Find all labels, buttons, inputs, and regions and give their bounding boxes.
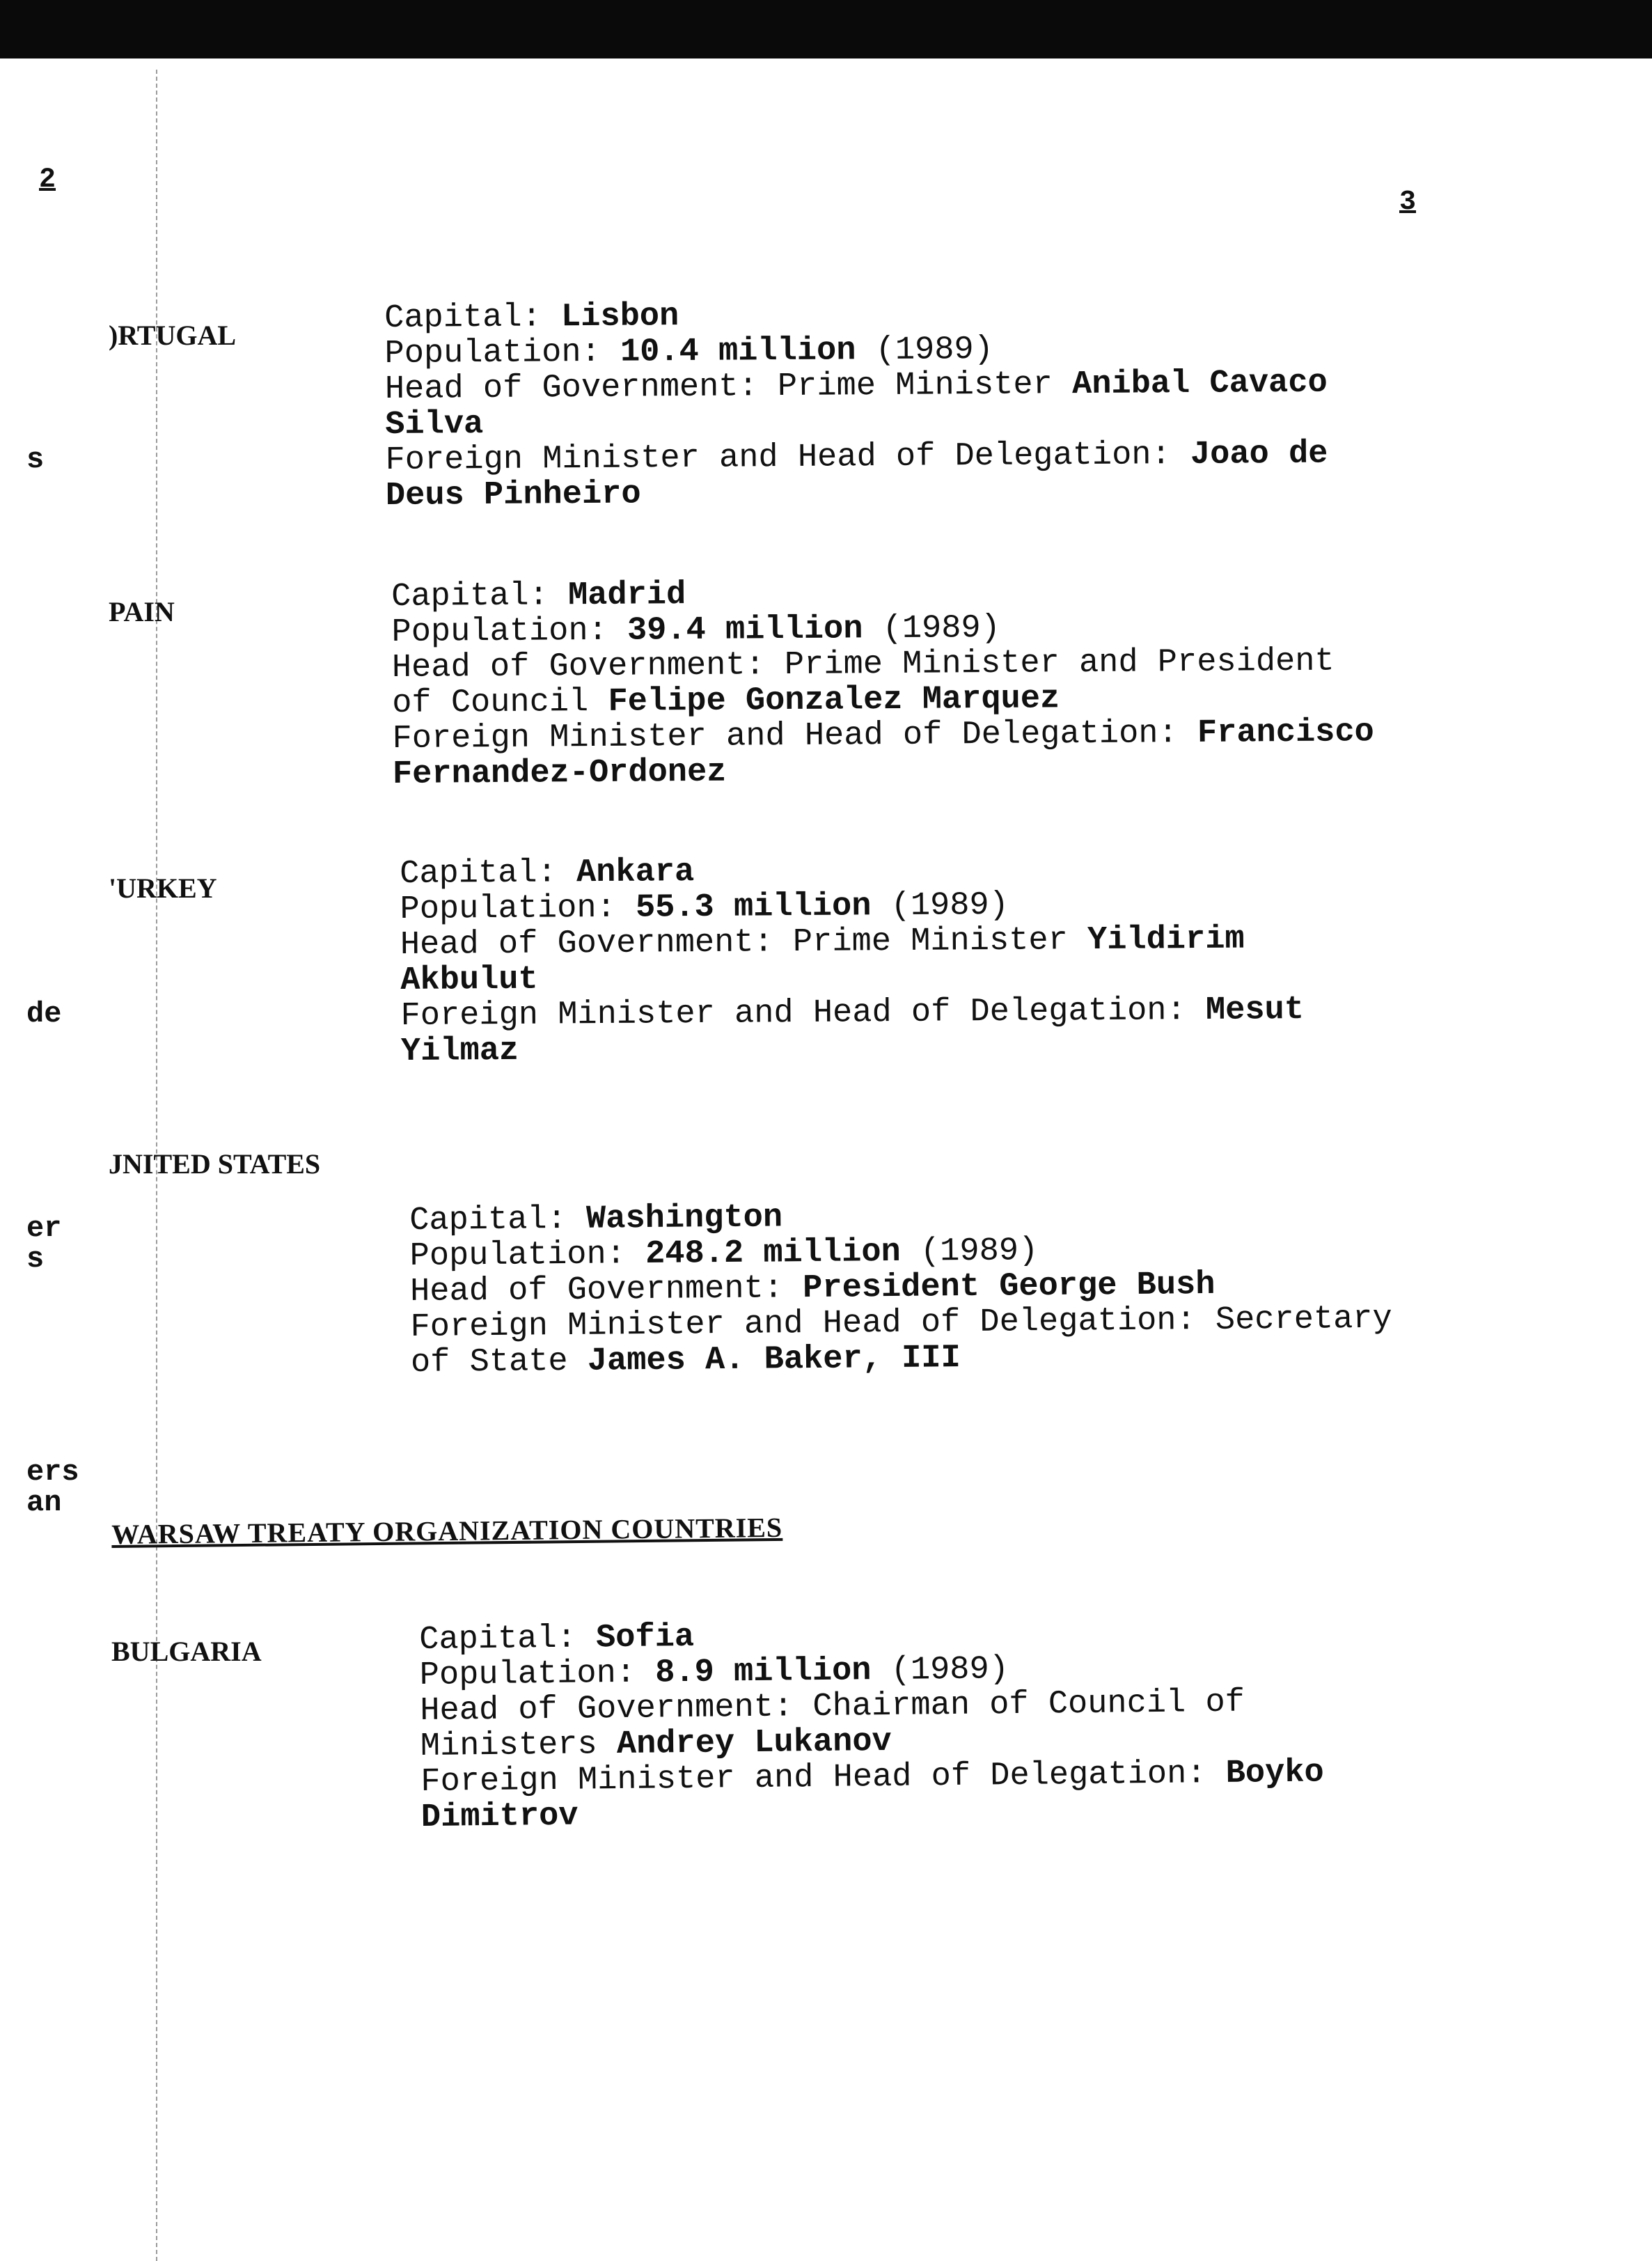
head-of-government-line: Ministers Andrey Lukanov (420, 1723, 892, 1765)
head-of-government-line: Head of Government: Prime Minister Yildirim (400, 921, 1245, 964)
country-label: )RTUGAL (109, 320, 237, 351)
population-line: Population: 39.4 million (1989) (391, 609, 1001, 651)
foreign-minister-name: Dimitrov (420, 1797, 579, 1836)
capital-line: Capital: Madrid (391, 577, 686, 616)
country-entry (384, 293, 1472, 514)
foreign-minister-line: Foreign Minister and Head of Delegation: Joao de (385, 435, 1328, 479)
head-of-government-line: Head of Government: President George Bush (409, 1266, 1216, 1311)
country-entry (400, 849, 1487, 1070)
scan-top-border (0, 0, 1652, 58)
foreign-minister-name: Deus Pinheiro (385, 476, 641, 515)
foreign-minister-line: Foreign Minister and Head of Delegation: Secretary (410, 1300, 1392, 1346)
margin-fragment: s (26, 443, 45, 476)
foreign-minister-line: Foreign Minister and Head of Delegation: Francisco (392, 714, 1374, 758)
foreign-minister-line: Foreign Minister and Head of Delegation: Mesut (400, 991, 1305, 1035)
margin-fragment: s (26, 1242, 45, 1276)
population-line: Population: 248.2 million (1989) (409, 1233, 1039, 1275)
right-page-number: 3 (1399, 187, 1417, 218)
capital-line: Capital: Sofia (418, 1618, 695, 1659)
left-page-number: 2 (39, 164, 56, 196)
margin-fragment: de (26, 997, 62, 1031)
head-of-government-name: Akbulut (400, 961, 538, 999)
country-entry (409, 1194, 1497, 1381)
capital-line: Capital: Ankara (399, 854, 695, 893)
margin-fragment: ers (26, 1455, 79, 1489)
head-of-government-line: Head of Government: Prime Minister and President (391, 643, 1335, 687)
population-line: Population: 10.4 million (1989) (384, 331, 994, 373)
capital-line: Capital: Washington (409, 1199, 783, 1239)
head-of-government-line: Head of Government: Chairman of Council of (420, 1684, 1245, 1730)
head-of-government-name: Silva (385, 406, 484, 444)
margin-fragment: an (26, 1486, 62, 1519)
country-label: 'URKEY (109, 873, 217, 904)
population-line: Population: 55.3 million (1989) (400, 886, 1009, 928)
foreign-minister-line: Foreign Minister and Head of Delegation: Boyko (420, 1754, 1325, 1801)
head-of-government-line: of Council Felipe Gonzalez Marquez (392, 680, 1060, 722)
foreign-minister-name: Fernandez-Ordonez (392, 753, 727, 793)
country-label: BULGARIA (111, 1636, 262, 1667)
capital-line: Capital: Lisbon (384, 298, 679, 337)
country-entry (391, 572, 1479, 792)
section-heading: WARSAW TREATY ORGANIZATION COUNTRIES (111, 1511, 783, 1550)
foreign-minister-name: Yilmaz (400, 1032, 519, 1070)
head-of-government-line: Head of Government: Prime Minister Anibal Cavaco (384, 364, 1328, 408)
country-label: JNITED STATES (109, 1148, 321, 1180)
foreign-minister-line: of State James A. Baker, III (410, 1340, 961, 1382)
country-entry (419, 1611, 1507, 1836)
margin-fragment: er (26, 1212, 62, 1245)
population-line: Population: 8.9 million (1989) (419, 1651, 1009, 1694)
country-label: PAIN (109, 596, 175, 627)
